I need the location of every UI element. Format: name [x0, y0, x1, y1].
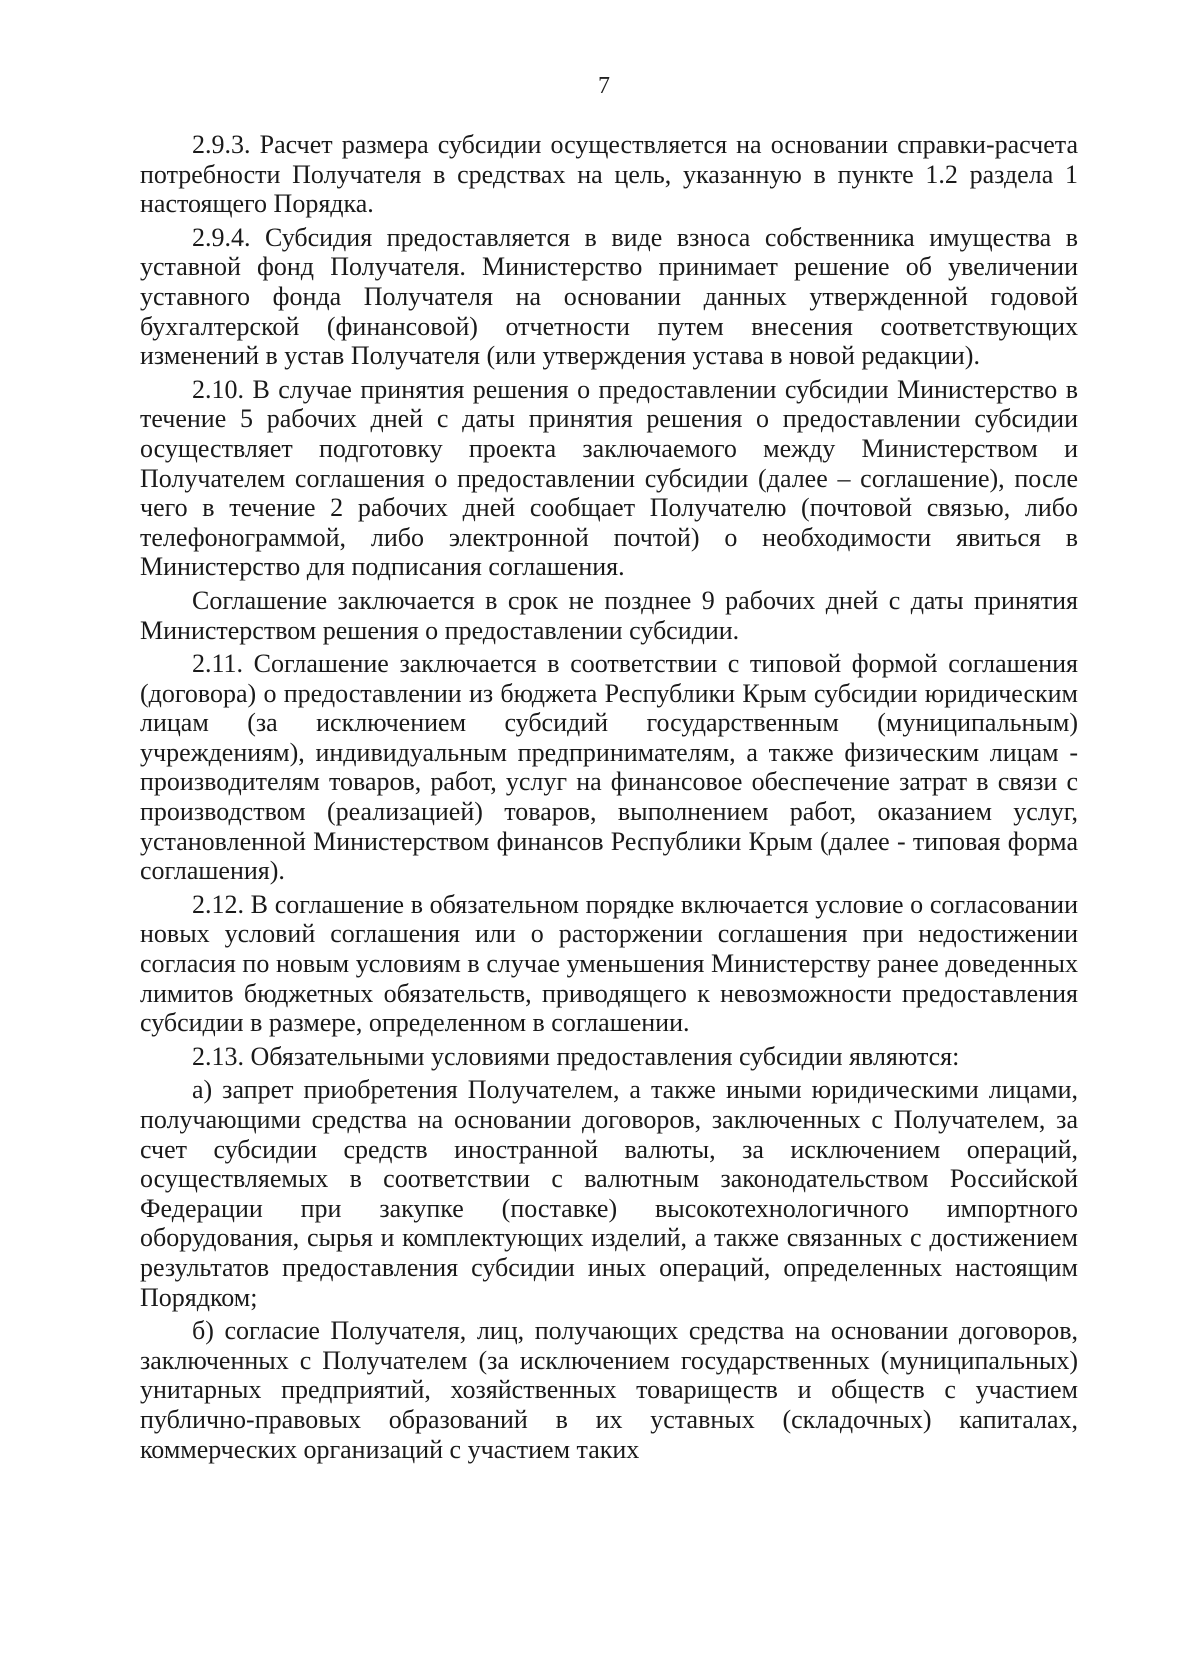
paragraph-2-11: 2.11. Соглашение заключается в соответствии с типовой формой соглашения (договора) о предоставлении из бюджета Республики Крым субсидии юридическим лицам (за исключением субсидий государственным (муниципальным) учреждениям), индивидуальным предпринимателям, а также физическим лицам - производителям товаров, работ, услуг на финансовое обеспечение затрат в связи с производством (реализацией) товаров, выполнением работ, оказанием услуг, установленной Министерством финансов Республики Крым (далее - типовая форма соглашения). [140, 649, 1078, 886]
paragraph-2-9-4: 2.9.4. Субсидия предоставляется в виде взноса собственника имущества в уставной фонд Получателя. Министерство принимает решение об увеличении уставного фонда Получателя на основании данных утвержденной годовой бухгалтерской (финансовой) отчетности путем внесения соответствующих изменений в устав Получателя (или утверждения устава в новой редакции). [140, 222, 1078, 371]
page-number: 7 [598, 73, 610, 99]
paragraph-2-12: 2.12. В соглашение в обязательном порядке включается условие о согласовании новых условий соглашения или о расторжении соглашения при недостижении согласия по новым условиям в случае уменьшения Министерству ранее доведенных лимитов бюджетных обязательств, приводящего к невозможности предоставления субсидии в размере, определенном в соглашении. [140, 889, 1078, 1038]
document-body [140, 130, 1078, 1468]
paragraph-2-9-3: 2.9.3. Расчет размера субсидии осуществляется на основании справки-расчета потребности Получателя в средствах на цель, указанную в пункте 1.2 раздела 1 настоящего Порядка. [140, 130, 1078, 219]
paragraph-2-13-b: б) согласие Получателя, лиц, получающих средства на основании договоров, заключенных с Получателем (за исключением государственных (муниципальных) унитарных предприятий, хозяйственных товариществ и обществ с участием публично-правовых образований в их уставных (складочных) капиталах, коммерческих организаций с участием таких [140, 1316, 1078, 1464]
paragraph-agreement-deadline: Соглашение заключается в срок не позднее 9 рабочих дней с даты принятия Министерством решения о предоставлении субсидии. [140, 585, 1078, 645]
paragraph-2-13: 2.13. Обязательными условиями предоставления субсидии являются: [192, 1041, 960, 1071]
paragraph-2-10: 2.10. В случае принятия решения о предоставлении субсидии Министерство в течение 5 рабочих дней с даты принятия решения о предоставлении субсидии осуществляет подготовку проекта заключаемого между Министерством и Получателем соглашения о предоставлении субсидии (далее – соглашение), после чего в течение 2 рабочих дней сообщает Получателю (почтовой связью, либо телефонограммой, либо электронной почтой) о необходимости явиться в Министерство для подписания соглашения. [140, 374, 1078, 582]
paragraph-2-13-a: а) запрет приобретения Получателем, а также иными юридическими лицами, получающими средства на основании договоров, заключенных с Получателем, за счет субсидии средств иностранной валюты, за исключением операций, осуществляемых в соответствии с валютным законодательством Российской Федерации при закупке (поставке) высокотехнологичного импортного оборудования, сырья и комплектующих изделий, а также связанных с достижением результатов предоставления субсидии иных операций, определенных настоящим Порядком; [140, 1075, 1078, 1312]
